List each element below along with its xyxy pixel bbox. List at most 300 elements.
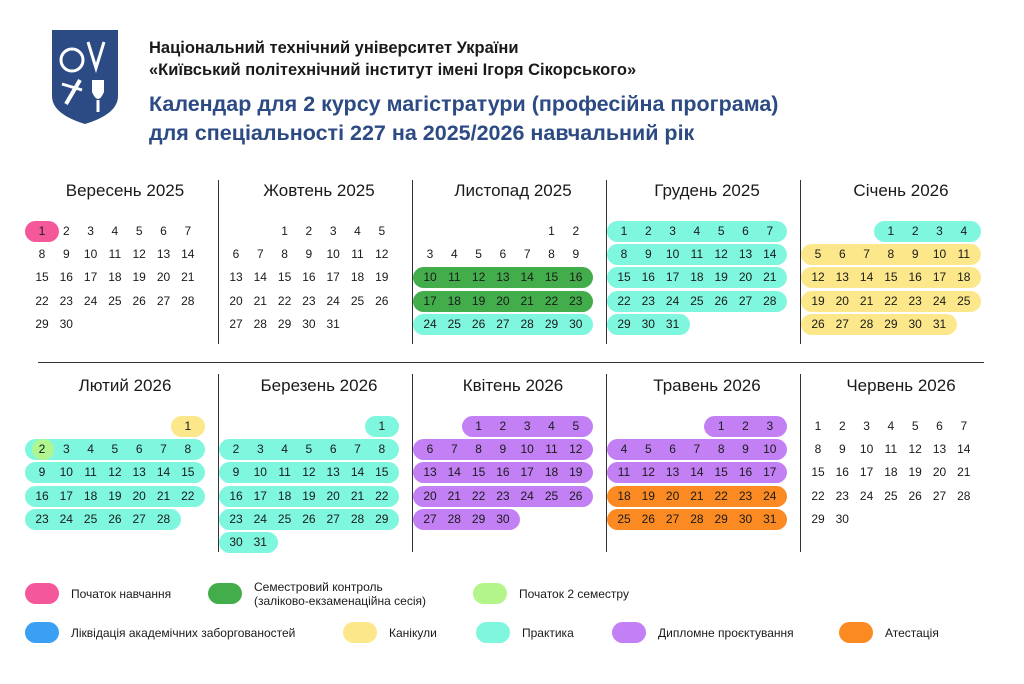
calendar-day: 13 (496, 270, 510, 285)
calendar-day: 23 (738, 488, 753, 503)
calendar-day: 21 (763, 270, 777, 285)
calendar-day: 30 (59, 316, 73, 331)
calendar-day: 27 (132, 511, 146, 526)
calendar-day: 26 (569, 488, 583, 503)
calendar-day: 18 (108, 270, 122, 285)
calendar-day: 8 (378, 442, 386, 457)
calendar-day: 13 (665, 465, 680, 480)
calendar-day: 6 (135, 442, 143, 457)
calendar-day: 15 (181, 465, 195, 480)
divider (412, 180, 413, 344)
calendar-day: 20 (835, 293, 849, 308)
calendar-day: 3 (766, 419, 774, 433)
legend-text: Початок 2 семестру (519, 586, 629, 601)
calendar-day: 19 (811, 293, 825, 308)
month-name: Жовтень 2025 (263, 181, 375, 200)
calendar-day: 23 (229, 511, 243, 526)
calendar-day: 13 (132, 465, 146, 480)
calendar-day: 16 (908, 270, 922, 285)
university-name-line2: «Київський політехнічний інститут імені Ігоря Сікорського» (149, 61, 637, 79)
calendar-day: 6 (499, 247, 507, 262)
calendar-day: 5 (111, 442, 119, 457)
calendar-day: 9 (911, 247, 919, 262)
calendar-day: 15 (811, 465, 825, 480)
calendar-day: 7 (450, 442, 458, 457)
calendar-day: 22 (714, 488, 728, 503)
calendar-day: 26 (714, 293, 728, 308)
calendar-day: 20 (132, 488, 146, 503)
calendar-day: 20 (665, 488, 680, 503)
calendar-title-line2: для спеціальності 227 на 2025/2026 навчальний рік (149, 121, 695, 145)
calendar-day: 19 (908, 465, 922, 480)
calendar-day: 2 (838, 419, 846, 433)
legend-swatch-diploma (612, 622, 646, 643)
legend-label-semester2 (519, 587, 629, 601)
calendar-day: 30 (569, 316, 583, 331)
calendar-day: 19 (714, 270, 728, 285)
calendar-day: 8 (620, 247, 628, 262)
calendar-day: 12 (569, 442, 583, 457)
legend-label-practice (522, 626, 574, 640)
calendar-day: 10 (59, 465, 73, 480)
calendar-day: 25 (544, 488, 559, 503)
calendar-day: 18 (350, 270, 365, 285)
calendar-day: 28 (447, 511, 461, 526)
calendar-day: 6 (329, 442, 337, 457)
calendar-day: 29 (811, 511, 825, 526)
calendar-day: 22 (181, 488, 195, 503)
month-name: Травень 2026 (653, 376, 761, 395)
calendar-day: 7 (960, 419, 968, 433)
calendar-day: 12 (108, 465, 122, 480)
month-block (224, 181, 414, 370)
calendar-day: 11 (690, 247, 704, 262)
legend-label-attestation (885, 626, 939, 640)
calendar-day: 12 (375, 247, 389, 262)
calendar-day: 16 (229, 488, 243, 503)
calendar-day: 8 (548, 247, 555, 262)
calendar-day: 14 (957, 442, 971, 457)
divider (800, 374, 801, 552)
legend-swatch-debts (25, 622, 59, 643)
calendar-day: 15 (617, 270, 631, 285)
calendar-day: 28 (763, 293, 777, 308)
month-block (806, 376, 996, 565)
calendar-day: 3 (669, 224, 676, 238)
calendar-day: 23 (496, 488, 510, 503)
divider (606, 374, 607, 552)
month-name: Березень 2026 (260, 376, 378, 395)
calendar-day: 14 (763, 247, 777, 262)
calendar-day: 21 (350, 488, 365, 503)
legend-text: Ліквідація академічних заборгованостей (71, 625, 296, 640)
legend-text: Дипломне проєктування (658, 625, 794, 640)
calendar-day: 28 (156, 511, 171, 526)
calendar-day: 23 (302, 293, 316, 308)
calendar-day: 16 (569, 270, 583, 285)
legend-text: Канікули (389, 625, 437, 640)
calendar-day: 31 (665, 316, 680, 331)
calendar-day: 18 (83, 488, 98, 503)
calendar-day: 6 (232, 247, 240, 262)
month-name: Січень 2026 (853, 181, 949, 200)
calendar-day: 26 (811, 316, 825, 331)
calendar-day: 7 (184, 224, 192, 238)
calendar-day: 14 (520, 270, 534, 285)
calendar-day: 27 (738, 293, 753, 308)
calendar-day: 13 (835, 270, 849, 285)
calendar-day: 5 (572, 419, 580, 433)
calendar-day: 17 (763, 465, 777, 480)
legend-label-start (71, 587, 171, 601)
calendar-day: 6 (669, 442, 676, 457)
calendar-day: 3 (256, 442, 264, 457)
calendar-day: 24 (326, 293, 340, 308)
divider (412, 374, 413, 552)
calendar-day: 24 (253, 511, 267, 526)
calendar-day: 9 (38, 465, 46, 480)
calendar-day: 24 (423, 316, 437, 331)
calendar-day: 10 (253, 465, 267, 480)
calendar-day: 7 (693, 442, 701, 457)
calendar-day: 17 (326, 270, 340, 285)
calendar-day: 15 (277, 270, 292, 285)
calendar-day: 28 (690, 511, 704, 526)
legend-text: Атестація (885, 625, 939, 640)
calendar-day: 6 (742, 224, 749, 238)
calendar-day: 11 (617, 465, 631, 480)
calendar-day: 29 (544, 316, 559, 331)
calendar-day: 29 (277, 316, 292, 331)
calendar-day: 12 (132, 247, 146, 262)
calendar-day: 17 (59, 488, 73, 503)
calendar-day: 27 (229, 316, 243, 331)
calendar-day: 26 (375, 293, 389, 308)
calendar-day: 11 (108, 247, 122, 262)
calendar-day: 3 (329, 224, 337, 238)
calendar-day: 25 (447, 316, 461, 331)
calendar-day: 27 (835, 316, 849, 331)
calendar-day: 1 (548, 224, 555, 238)
calendar-day: 2 (305, 224, 313, 238)
calendar-day: 20 (738, 270, 753, 285)
calendar-day: 28 (350, 511, 365, 526)
calendar-day: 23 (835, 488, 849, 503)
calendar-day: 18 (617, 488, 631, 503)
calendar-day: 5 (717, 224, 725, 238)
legend-label-diploma (658, 626, 794, 640)
legend-label-session (254, 580, 426, 608)
calendar-day: 11 (957, 247, 971, 262)
calendar-day: 31 (763, 511, 777, 526)
calendar-day: 4 (693, 224, 701, 238)
calendar-day: 3 (936, 224, 943, 238)
calendar-day: 20 (229, 293, 243, 308)
calendar-title-line1: Календар для 2 курсу магістратури (професійна програма) (149, 92, 779, 116)
calendar-day: 27 (932, 488, 947, 503)
month-block (612, 376, 802, 565)
calendar-day: 23 (59, 293, 73, 308)
calendar-day: 16 (835, 465, 849, 480)
legend-swatch-session (208, 583, 242, 604)
calendar-day: 17 (253, 488, 267, 503)
calendar-day: 9 (742, 442, 749, 457)
calendar-day: 1 (378, 419, 386, 433)
legend-swatch-start (25, 583, 59, 604)
calendar-day: 5 (475, 247, 482, 262)
calendar-day: 14 (859, 270, 874, 285)
calendar-day: 8 (281, 247, 288, 262)
calendar-day: 25 (690, 293, 704, 308)
calendar-day: 23 (569, 293, 583, 308)
calendar-day: 6 (936, 419, 943, 433)
calendar-day: 3 (62, 442, 70, 457)
legend-swatch-practice (476, 622, 510, 643)
divider (218, 180, 219, 344)
calendar-day: 29 (471, 511, 486, 526)
calendar-day: 9 (232, 465, 240, 480)
calendar-day: 11 (448, 270, 461, 285)
calendar-day: 24 (665, 293, 680, 308)
calendar-day: 10 (932, 247, 947, 262)
calendar-day: 1 (281, 224, 288, 238)
calendar-day: 2 (232, 442, 240, 457)
calendar-day: 17 (83, 270, 98, 285)
month-name: Квітень 2026 (462, 376, 564, 395)
calendar-day: 21 (690, 488, 704, 503)
divider (218, 374, 219, 552)
calendar-day: 25 (108, 293, 122, 308)
calendar-day: 27 (665, 511, 680, 526)
calendar-day: 29 (375, 511, 389, 526)
calendar-day: 18 (884, 465, 898, 480)
calendar-day: 12 (471, 270, 486, 285)
calendar-day: 28 (520, 316, 534, 331)
calendar-day: 25 (277, 511, 292, 526)
calendar-day: 1 (475, 419, 482, 433)
calendar-day: 19 (132, 270, 146, 285)
calendar-day: 20 (423, 488, 437, 503)
calendar-day: 13 (326, 465, 340, 480)
legend-text: Семестровий контроль (254, 579, 383, 594)
calendar-day: 5 (378, 224, 386, 238)
calendar-day: 15 (471, 465, 486, 480)
calendar-day: 8 (38, 247, 46, 262)
calendar-day: 12 (302, 465, 316, 480)
calendar-day: 4 (960, 224, 968, 238)
calendar-day: 1 (184, 419, 192, 433)
calendar-day: 31 (253, 535, 267, 549)
calendar-day: 31 (326, 316, 340, 331)
calendar-day: 23 (641, 293, 655, 308)
calendar-day: 9 (838, 442, 846, 457)
legend-label-debts (71, 626, 295, 640)
calendar-day: 29 (884, 316, 898, 331)
calendar-day: 23 (35, 511, 49, 526)
calendar-day: 16 (738, 465, 753, 480)
calendar-day: 25 (957, 293, 971, 308)
calendar-day: 29 (714, 511, 728, 526)
calendar-day: 3 (426, 247, 434, 262)
calendar-day: 1 (717, 419, 725, 433)
calendar-day: 27 (326, 511, 340, 526)
calendar-day: 9 (499, 442, 507, 457)
calendar-day: 25 (884, 488, 898, 503)
calendar-day: 24 (59, 511, 73, 526)
calendar-day: 30 (229, 535, 243, 549)
calendar-day: 3 (523, 419, 531, 433)
calendar-day: 13 (156, 247, 171, 262)
calendar-day: 28 (957, 488, 971, 503)
calendar-day: 5 (911, 419, 919, 433)
calendar-day: 21 (447, 488, 461, 503)
calendar-day: 20 (326, 488, 340, 503)
calendar-day: 24 (859, 488, 874, 503)
calendar-day: 4 (620, 442, 628, 457)
calendar-day: 2 (38, 442, 46, 457)
calendar-day: 13 (738, 247, 753, 262)
calendar-day: 7 (523, 247, 531, 262)
calendar-day: 19 (375, 270, 389, 285)
calendar-day: 11 (884, 442, 898, 457)
calendar-day: 6 (838, 247, 846, 262)
calendar-day: 10 (423, 270, 437, 285)
calendar-day: 16 (35, 488, 49, 503)
calendar-day: 6 (426, 442, 434, 457)
calendar-day: 22 (617, 293, 631, 308)
calendar-day: 12 (908, 442, 922, 457)
calendar-day: 7 (766, 224, 774, 238)
calendar-day: 10 (859, 442, 874, 457)
calendar-day: 11 (545, 442, 558, 457)
calendar-day: 12 (811, 270, 825, 285)
calendar-day: 22 (375, 488, 389, 503)
calendar-day: 2 (572, 224, 580, 238)
legend-text: Практика (522, 625, 574, 640)
month-name: Листопад 2025 (454, 181, 572, 200)
calendar-day: 10 (326, 247, 340, 262)
calendar-day: 4 (281, 442, 288, 457)
calendar-day: 1 (814, 419, 822, 433)
calendar-day: 14 (690, 465, 704, 480)
calendar-day: 3 (87, 224, 94, 238)
divider (606, 180, 607, 344)
calendar-day: 4 (111, 224, 119, 238)
calendar-day: 1 (620, 224, 628, 238)
calendar-day: 21 (156, 488, 171, 503)
calendar-day: 16 (496, 465, 510, 480)
calendar-day: 4 (354, 224, 361, 238)
calendar-day: 24 (763, 488, 777, 503)
legend-swatch-vacation (343, 622, 377, 643)
month-block (806, 181, 996, 370)
calendar-day: 30 (908, 316, 922, 331)
calendar-day: 1 (887, 224, 895, 238)
calendar-day: 13 (229, 270, 243, 285)
calendar-day: 24 (932, 293, 947, 308)
calendar-day: 26 (302, 511, 316, 526)
calendar-day: 22 (277, 293, 292, 308)
calendar-day: 17 (520, 465, 534, 480)
calendar-day: 2 (644, 224, 652, 238)
calendar-day: 8 (814, 442, 822, 457)
month-block (418, 181, 608, 370)
calendar-day: 23 (908, 293, 922, 308)
calendar-day: 12 (714, 247, 728, 262)
calendar-day: 25 (617, 511, 631, 526)
calendar-day: 7 (354, 442, 361, 457)
calendar-day: 22 (35, 293, 49, 308)
calendar-day: 9 (305, 247, 313, 262)
calendar-day: 25 (350, 293, 365, 308)
calendar-day: 15 (544, 270, 559, 285)
calendar-day: 26 (641, 511, 655, 526)
calendar-day: 7 (160, 442, 167, 457)
calendar-day: 14 (253, 270, 267, 285)
calendar-day: 26 (908, 488, 922, 503)
university-logo (52, 30, 118, 124)
calendar-day: 22 (471, 488, 486, 503)
calendar-day: 26 (108, 511, 122, 526)
calendar-day: 15 (35, 270, 49, 285)
calendar-day: 27 (156, 293, 171, 308)
legend-text: (заліково-екзаменаційна сесія) (254, 593, 426, 608)
calendar-day: 2 (499, 419, 507, 433)
calendar-day: 9 (644, 247, 652, 262)
calendar-day: 20 (156, 270, 171, 285)
calendar-day: 17 (932, 270, 947, 285)
legend-swatch-semester2 (473, 583, 507, 604)
calendar-day: 30 (738, 511, 753, 526)
calendar-day: 4 (87, 442, 94, 457)
calendar-day: 11 (351, 247, 364, 262)
calendar-day: 1 (38, 224, 46, 238)
month-block (30, 376, 220, 565)
calendar-day: 14 (447, 465, 461, 480)
calendar-day: 20 (932, 465, 947, 480)
calendar-day: 15 (375, 465, 389, 480)
calendar-day: 17 (423, 293, 437, 308)
month-name: Вересень 2025 (65, 181, 185, 200)
calendar-day: 18 (277, 488, 292, 503)
calendar-day: 19 (641, 488, 655, 503)
legend-text: Початок навчання (71, 586, 172, 601)
calendar-day: 19 (302, 488, 316, 503)
university-name-line1: Національний технічний університет України (149, 39, 519, 57)
calendar-day: 14 (181, 247, 195, 262)
calendar-day: 31 (932, 316, 947, 331)
calendar-day: 4 (450, 247, 458, 262)
calendar-day: 19 (471, 293, 486, 308)
calendar-day: 19 (108, 488, 122, 503)
calendar-day: 22 (544, 293, 559, 308)
calendar-day: 22 (884, 293, 898, 308)
calendar-day: 22 (811, 488, 825, 503)
calendar-day: 9 (62, 247, 70, 262)
calendar-day: 15 (714, 465, 728, 480)
calendar-day: 5 (644, 442, 652, 457)
calendar-day: 21 (957, 465, 971, 480)
calendar-day: 24 (83, 293, 98, 308)
calendar-day: 21 (520, 293, 534, 308)
calendar-day: 3 (863, 419, 870, 433)
calendar-day: 12 (641, 465, 655, 480)
calendar-day: 11 (84, 465, 97, 480)
calendar-day: 5 (814, 247, 822, 262)
calendar-day: 10 (665, 247, 680, 262)
calendar-day: 15 (884, 270, 898, 285)
divider (800, 180, 801, 344)
